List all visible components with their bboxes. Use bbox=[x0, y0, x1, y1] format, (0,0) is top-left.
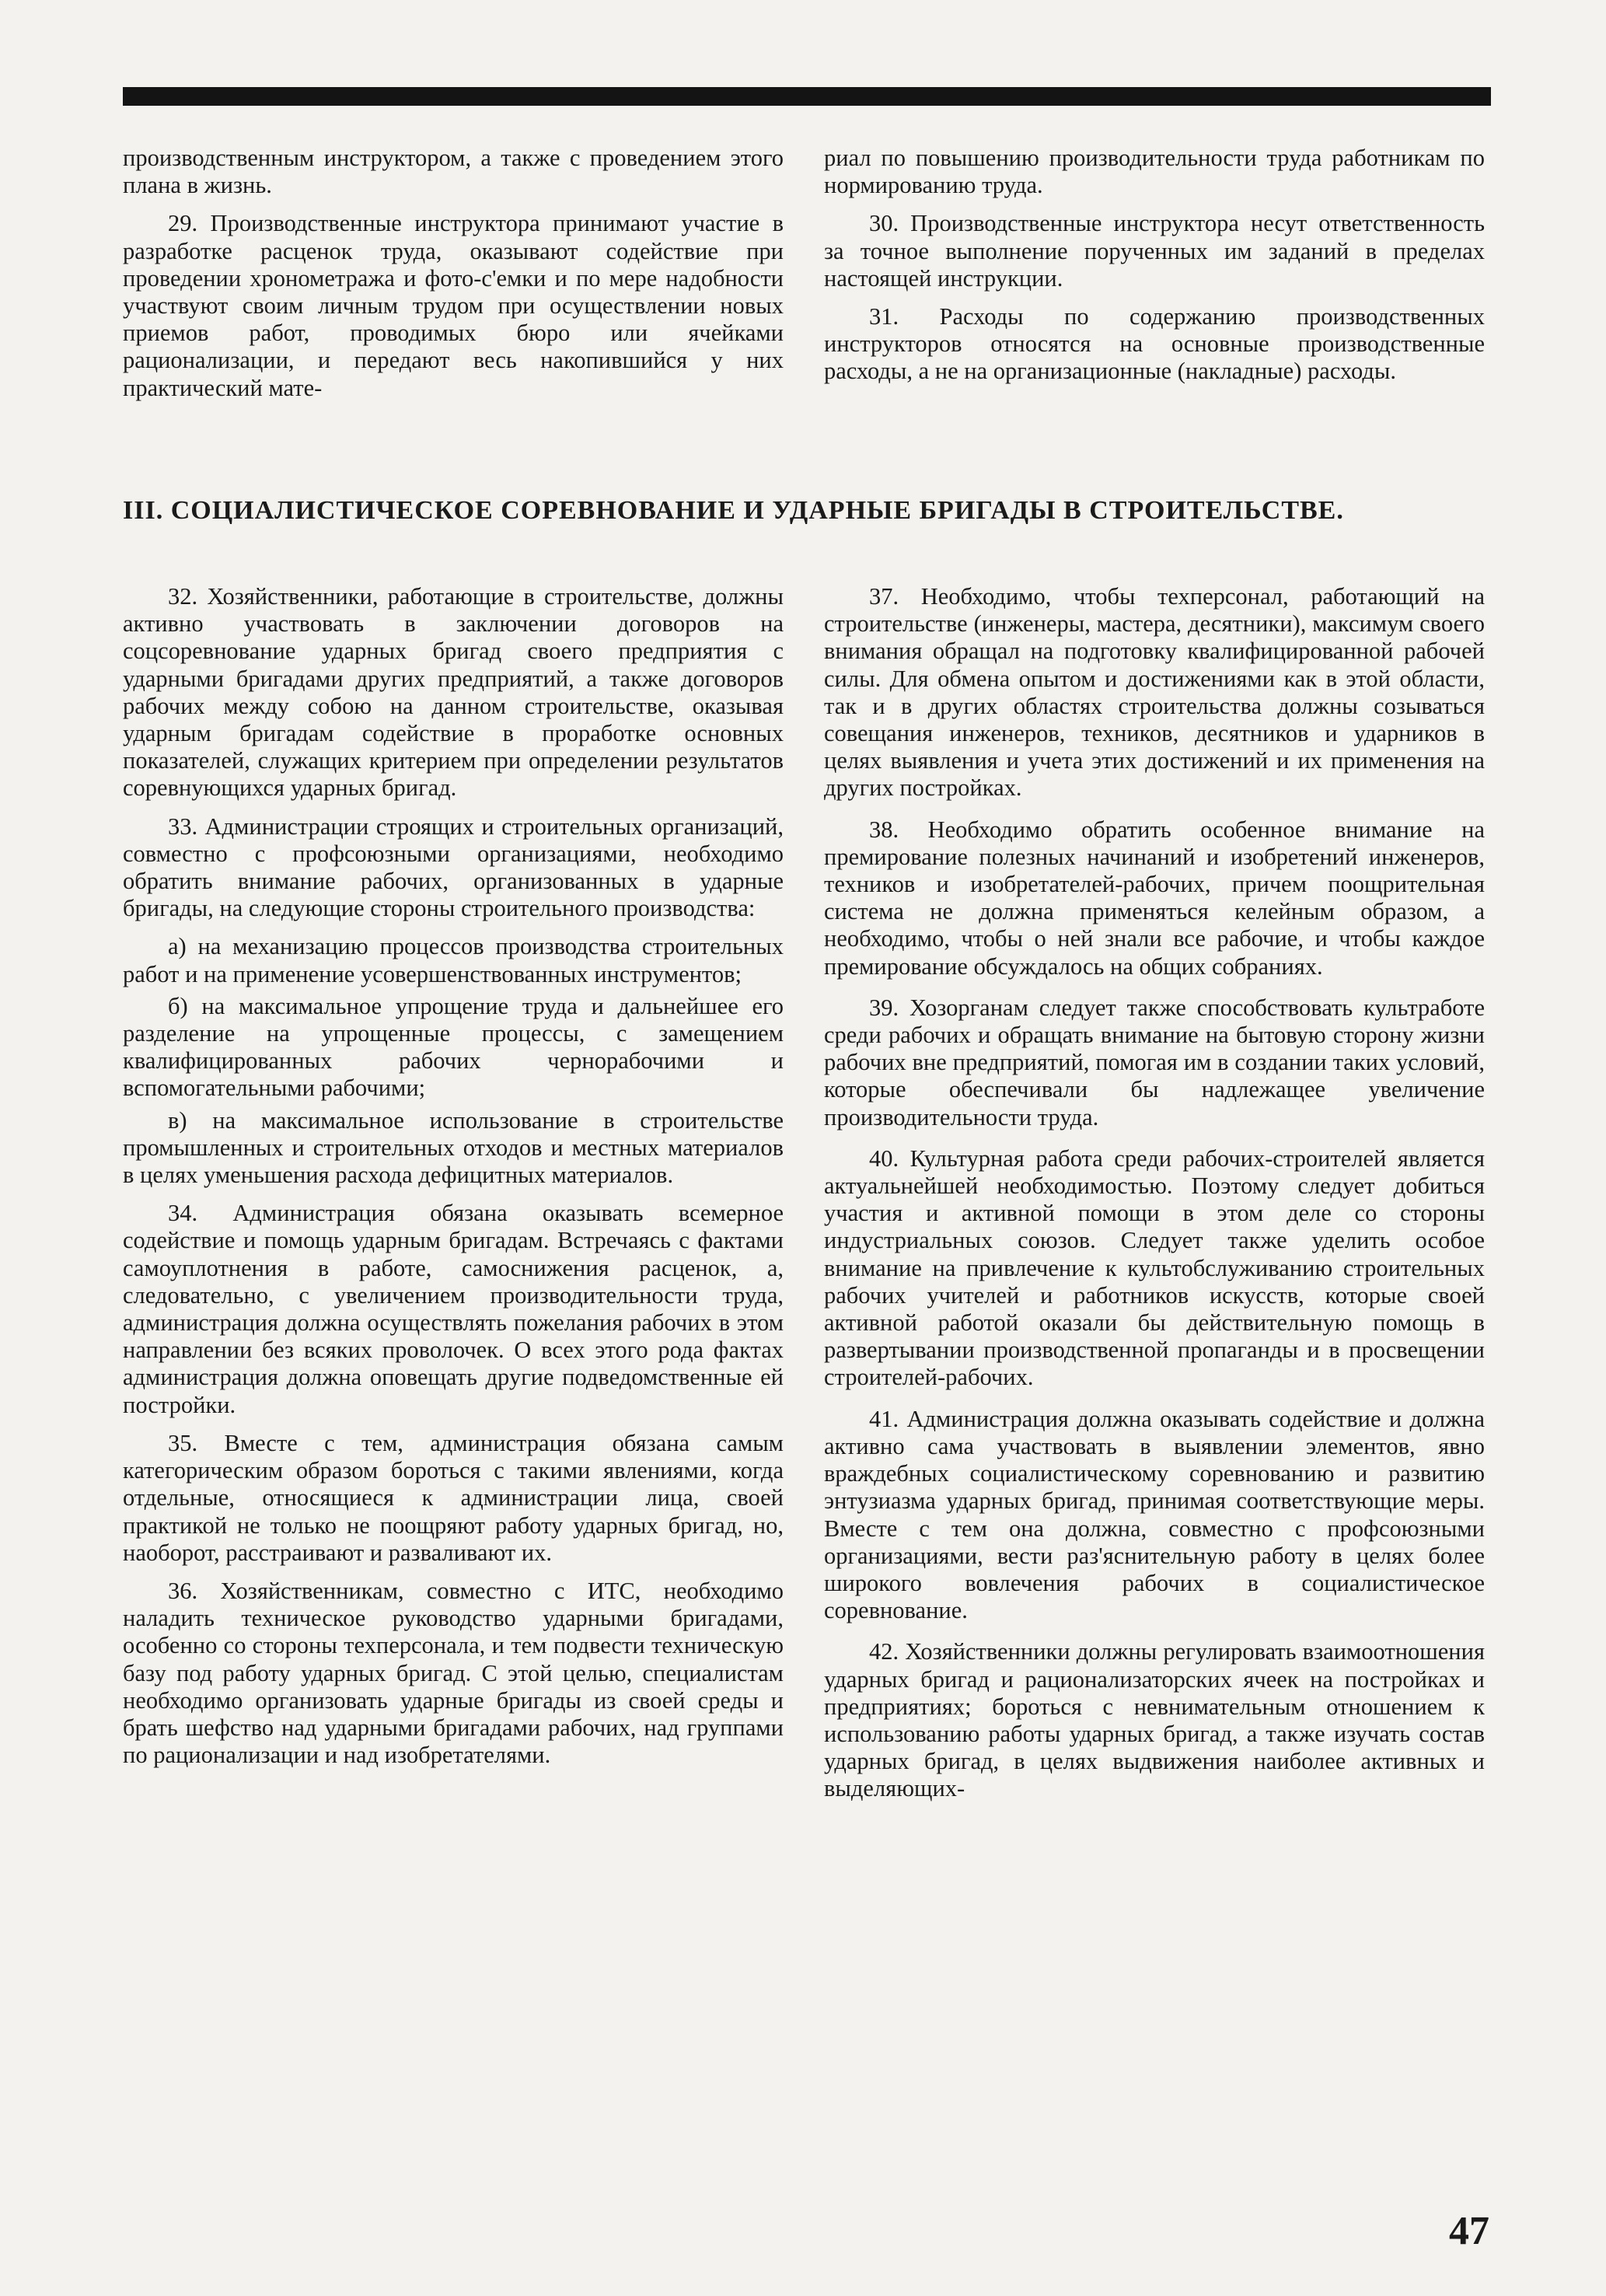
paragraph-42: 42. Хозяйственники должны регулировать взаимоотношения ударных бригад и рационализаторских ячеек на постройках и предприятиях; бороться с невнимательным отношением к использованию работы ударных бригад, а также изучать состав ударных бригад, в целях выдвижения наиболее активных и выделяющих- bbox=[824, 1638, 1485, 1802]
top-left-column bbox=[123, 145, 784, 413]
paragraph-continuation: производственным инструктором, а также с проведением этого плана в жизнь. bbox=[123, 145, 784, 199]
section-title: III. СОЦИАЛИСТИЧЕСКОЕ СОРЕВНОВАНИЕ И УДАРНЫЕ БРИГАДЫ В СТРОИТЕЛЬСТВЕ. bbox=[123, 496, 1344, 525]
paragraph-continuation-right: риал по повышению производительности труда работникам по нормированию труда. bbox=[824, 145, 1485, 199]
paragraph-29: 29. Производственные инструктора принимают участие в разработке расценок труда, оказывают содействие при проведении хронометража и фото-с'емки и по мере надобности участвуют своим личным трудом при осуществлении новых приемов работ, проводимых бюро или ячейками рационализации, и передают весь накопившийся у них практический мате- bbox=[123, 210, 784, 401]
paragraph-39: 39. Хозорганам следует также способствовать культработе среди рабочих и обращать внимание на бытовую сторону жизни рабочих вне предприятий, помогая им в создании таких условий, которые обеспечивали бы надлежащее увеличение производительности труда. bbox=[824, 994, 1485, 1131]
paragraph-41: 41. Администрация должна оказывать содействие и должна активно сама участвовать в выявлении элементов, явно враждебных социалистическому соревнованию и развитию энтузиазма ударных бригад, принимая соответствующие меры. Вместе с тем она должна, совместно с профсоюзными организациями, вести раз'яснительную работу в целях более широкого вовлечения рабочих в социалистическое соревнование. bbox=[824, 1405, 1485, 1624]
paragraph-33c: в) на максимальное использование в строительстве промышленных и строительных отходов и местных материалов в целях уменьшения расхода дефицитных материалов. bbox=[123, 1106, 784, 1189]
paragraph-31: 31. Расходы по содержанию производственных инструкторов относятся на основные производственные расходы, а не на организационные (накладные) расходы. bbox=[824, 303, 1485, 385]
top-right-column bbox=[824, 145, 1485, 397]
main-left-column bbox=[123, 583, 784, 1780]
paragraph-33b: б) на максимальное упрощение труда и дальнейшее его разделение на упрощенные процессы, с замещением квалифицированных рабочих чернорабочими и вспомогательными рабочими; bbox=[123, 992, 784, 1102]
paragraph-37: 37. Необходимо, чтобы техперсонал, работающий на строительстве (инженеры, мастера, десятники), максимум своего внимания обращал на подготовку квалифицированной рабочей силы. Для обмена опытом и достижениями как в этой области, так и в других областях строительства должны созываться совещания инженеров, техников, десятников и ударников в целях выявления и учета этих достижений и их применения на других постройках. bbox=[824, 583, 1485, 802]
paragraph-40: 40. Культурная работа среди рабочих-строителей является актуальнейшей необходимостью. Поэтому следует добиться участия и активной помощи в этом деле со стороны индустриальных союзов. Следует также уделить особое внимание на привлечение к культобслуживанию строительных рабочих учителей и работников искусств, которые своей активной работой оказали бы действительную помощь в развертывании производственной пропаганды и в просвещении строителей-рабочих. bbox=[824, 1145, 1485, 1391]
paragraph-38: 38. Необходимо обратить особенное внимание на премирование полезных начинаний и изобретений инженеров, техников и изобретателей-рабочих, причем поощрительная система не должна применяться келейным образом, а необходимо, чтобы о ней знали все рабочие, и чтобы каждое премирование обсуждалось на общих собраниях. bbox=[824, 816, 1485, 980]
page-number: 47 bbox=[1449, 2209, 1489, 2253]
main-right-column bbox=[824, 583, 1485, 1814]
paragraph-33a: а) на механизацию процессов производства строительных работ и на применение усовершенствованных инструментов; bbox=[123, 933, 784, 987]
paragraph-34: 34. Администрация обязана оказывать всемерное содействие и помощь ударным бригадам. Встречаясь с фактами самоуплотнения в работе, самоснижения расценок, а, следовательно, с увеличением производительности труда, администрация должна осуществлять пожелания рабочих в этом направлении без всяких проволочек. О всех этого рода фактах администрация должна оповещать другие подведомственные ей постройки. bbox=[123, 1200, 784, 1418]
paragraph-32: 32. Хозяйственники, работающие в строительстве, должны активно участвовать в заключении договоров на соцсоревнование ударных бригад своего предприятия с ударными бригадами других предприятий, а также договоров рабочих между собою на данном строительстве, оказывая ударным бригадам содействие в проработке основных показателей, служащих критерием при определении результатов соревнующихся ударных бригад. bbox=[123, 583, 784, 802]
top-rule bbox=[123, 87, 1491, 106]
paragraph-35: 35. Вместе с тем, администрация обязана самым категорическим образом бороться с такими явлениями, когда отдельные, относящиеся к администрации лица, своей практикой не только не поощряют работу ударных бригад, но, наоборот, расстраивают и разваливают их. bbox=[123, 1429, 784, 1566]
paragraph-30: 30. Производственные инструктора несут ответственность за точное выполнение порученных им заданий в пределах настоящей инструкции. bbox=[824, 210, 1485, 292]
paragraph-33: 33. Администрации строящих и строительных организаций, совместно с профсоюзными организациями, необходимо обратить внимание рабочих, организованных в ударные бригады, на следующие стороны строительного производства: bbox=[123, 813, 784, 922]
paragraph-36: 36. Хозяйственникам, совместно с ИТС, необходимо наладить техническое руководство ударными бригадами, особенно со стороны техперсонала, и тем подвести техническую базу под работу ударных бригад. С этой целью, специалистам необходимо организовать ударные бригады из своей среды и брать шефство над ударными бригадами рабочих, над группами по рационализации и над изобретателями. bbox=[123, 1577, 784, 1769]
